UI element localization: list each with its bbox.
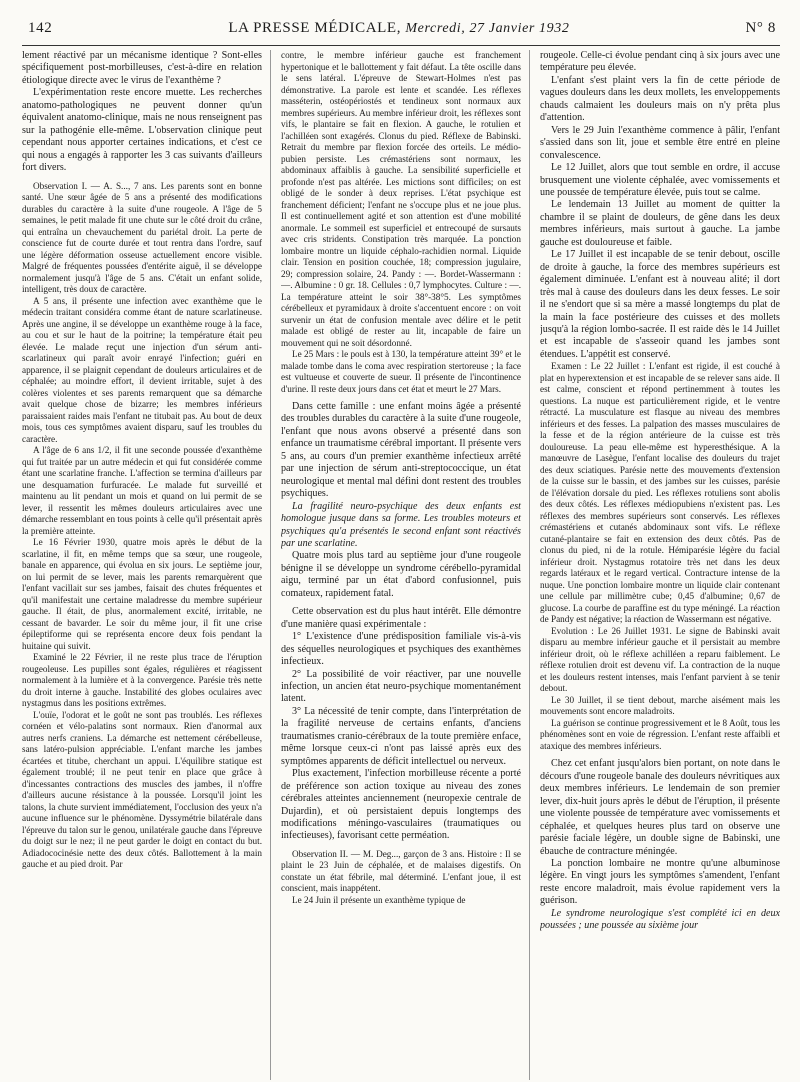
article-paragraph: Le lendemain 13 Juillet au moment de quitter la chambre il se plaint de douleurs, de gêne dans les deux membres inférieurs, mais surtout à gauche. La jambe gauche est douloureuse et faible. — [540, 199, 780, 248]
article-paragraph: A 5 ans, il présente une infection avec exanthème que le médecin traitant considéra comme étant de nature scarlatineuse. Après une angine, il se développe un exanthème rouge à la face, au cou et sur le haut de la poitrine; la température était peu élevée. Le malade reçut une injection d'un sérum anti-scarlatineux qui paraît avoir enrayé l'infection; guéri en apparence, il se plaignit cependant de douleurs articulaires et de céphalée; au moindre effort, il devient irritable, sujet à des colères violentes et ses parents remarquent que sa démarche avait quelque chose de bizarre; les membres inférieurs paraissaient raides mais l'enfant ne titubait pas. Au bout de deux mois, tous ces symptômes avaient disparu, sauf les troubles du caractère. — [22, 295, 262, 444]
article-paragraph: Le 12 Juillet, alors que tout semble en ordre, il accuse brusquement une violente céphalée, avec vomissements et une poussée de température élevée, puis tout se calme. — [540, 162, 780, 198]
article-paragraph: Le 25 Mars : le pouls est à 130, la température atteint 39° et le malade tombe dans le coma avec respiration stertoreuse ; la face est vultueuse et couverte de sueur. Il présente de l'incontinence d'urine. Il reste deux jours dans cet état et meurt le 27 Mars. — [281, 349, 521, 394]
article-paragraph: contre, le membre inférieur gauche est franchement hypertonique et le ballottement y fait défaut. La tête oscille dans le sens latéral. L'épreuve de Stewart-Holmes n'est pas démonstrative. La parole est lente et scandée. Les réflexes masséterin, ostéopériostés et tendineux sont normaux aux membres supérieurs. Au membre inférieur droit, les réflexes sont vifs, le plantaire se fait en flexion. A gauche, le rotulien et l'achilléen sont exagérés. Clonus du pied. Réflexe de Babinski. Retrait du membre par flexion forcée des orteils. Le médio-pubien persiste. Les crémastériens sont normaux, les abdominaux affaiblis à gauche. La sensibilité superficielle et profonde n'est pas altérée. Les mictions sont difficiles; on est obligé de le sonder à deux reprises. L'état psychique est franchement déficient; l'enfant ne s'occupe plus et ne joue plus. Il est continuellement agité et son attention est d'une mobilité anormale. Le sommeil est superficiel et entrecoupé de sursauts avec cris stridents. Constipation très marquée. La ponction lombaire montre un liquide céphalo-rachidien normal. Liquide clair. Tension en position couchée, 18; compression jugulaire, 29; compression solaire, 24. Pandy : —. Bordet-Wassermann : —. Albumine : 0 gr. 18. Cellules : 0,7 lymphocytes. Culture : —. La température atteint le soir 38°-38°5. Les symptômes cérébelleux et pyramidaux à droite s'accentuent encore : on voit survenir un état de confusion mentale avec délire et le petit malade est obligé de rester au lit, incapable de faire un mouvement qui ne soit désordonné. — [281, 50, 521, 348]
article-paragraph: Le 24 Juin il présente un exanthème typique de — [292, 894, 466, 905]
column-left — [22, 50, 271, 1080]
article-paragraph: Quatre mois plus tard au septième jour d'une rougeole bénigne il se développe un syndrome cérébello-pyramidal aigu, terminé par un état d'abord confusionnel, puis comateux, rapidement fatal. — [281, 550, 521, 599]
article-paragraph: Observation I. — A. S..., 7 ans. Les parents sont en bonne santé. Une sœur âgée de 5 ans a présenté des modifications durables du caractère à la suite d'une rougeole. A l'âge de 5 semaines, le petit malade fit une chute sur le côté droit du crâne, qui entraîna un chevauchement du pariétal droit. La perte de conscience fut de courte durée et tout rentra dans l'ordre, sauf une légère déformation osseuse actuellement encore visible. Malgré de fréquentes poussées d'entérite aiguë, il se développe normalement jusqu'à l'âge de 5 ans. C'était un enfant solide, intelligent, très doux de caractère. — [22, 180, 262, 295]
article-paragraph: L'expérimentation reste encore muette. Les recherches anatomo-pathologiques ne peuvent donner qu'un équivalent anatomo-clinique, mais ne nous renseignent pas sur la pathogénie elle-même. L'observation clinique peut cependant nous apporter certaines indications, et c'est ce qui nous a engagés à rapporter les 3 cas suivants d'ailleurs fort divers. — [22, 87, 262, 174]
article-paragraph: Vers le 29 Juin l'exanthème commence à pâlir, l'enfant s'assied dans son lit, joue et semble être entré en pleine convalescence. — [540, 124, 780, 161]
article-paragraph: Evolution : Le 26 Juillet 1931. Le signe de Babinski avait disparu au membre inférieur gauche et il persistait au membre inférieur droit, où le réflexe achilléen a reparu faiblement. Le réflexe rotulien droit est devenu vif. La contraction de la nuque et les douleurs restent intenses, mais l'enfant parvient à se tenir debout. — [540, 625, 780, 694]
column-middle — [281, 50, 530, 1080]
article-paragraph: La fragilité neuro-psychique des deux enfants est homologue jusque dans sa forme. Les troubles moteurs et psychiques qu'a présentés le second enfant sont réactivés par une scarlatine. — [281, 500, 521, 549]
article-paragraph: rougeole. Celle-ci évolue pendant cinq à six jours avec une température peu élevée. — [540, 50, 780, 74]
article-paragraph: 2° La possibilité de voir réactiver, par une nouvelle infection, un ancien état neuro-psychique momentanément latent. — [281, 668, 521, 705]
article-paragraph: La ponction lombaire ne montre qu'une albuminose légère. En vingt jours les symptômes s'amendent, l'enfant reste encore maladroit, mais évolue rapidement vers la guérison. — [540, 857, 780, 907]
article-paragraph: Examiné le 22 Février, il ne reste plus trace de l'éruption rougeoleuse. Les pupilles sont égales, régulières et réagissent normalement à la lumière et à la convergence. Parésie très nette du droit interne à gauche. Instabilité des globes oculaires avec nystagmus dans les positions extrêmes. — [22, 652, 262, 709]
article-columns — [22, 50, 780, 1080]
article-paragraph: Le syndrome neurologique s'est complété ici en deux poussées ; une poussée au sixième jour — [540, 907, 780, 932]
column-right — [540, 50, 780, 1080]
journal-name: LA PRESSE MÉDICALE, — [228, 20, 402, 36]
journal-title — [228, 20, 569, 37]
article-paragraph: Le 30 Juillet, il se tient debout, marche aisément mais les mouvements sont encore maladroits. — [540, 694, 780, 717]
article-paragraph: Le 16 Février 1930, quatre mois après le début de la scarlatine, il fit, en même temps que sa sœur, une rougeole, banale en apparence, qui évolua en six jours. Le septième jour, on lui permit de se lever, mais les parents remarquèrent que l'enfant vacillait sur ses jambes, faisait des chutes fréquentes et qu'il manifestait une certaine maladresse du membre supérieur gauche. Il était, de plus, anormalement excité, irritable, ne cessant de bavarder. Le soir du même jour, il fit une crise épileptiforme qui se représenta encore deux fois pendant la huitaine qui suivit. — [22, 537, 262, 651]
article-paragraph: 3° La nécessité de tenir compte, dans l'interprétation de la fragilité nerveuse de certains enfants, d'anciens traumatismes cranio-cérébraux de la toute première enface, même lorsque ceux-ci n'ont pas laissé après eux des symptômes apparents de déficit intellectuel ou nerveux. — [281, 705, 521, 767]
article-paragraph: A l'âge de 6 ans 1/2, il fit une seconde poussée d'exanthème qui fut traitée par un autre médecin et qui fut considérée comme étant une scarlatine franche. L'affection se termina d'ailleurs par une desquamation furfuracée. Le malade fut surveillé et maintenu au lit pendant un mois et quand on lui permit de se lever, il ressentit les mêmes douleurs articulaires avec une démarche ressemblant en tous points à celle qu'il présentait après la première atteinte. — [22, 445, 262, 536]
article-paragraph: La guérison se continue progressivement et le 8 Août, tous les phénomènes sont en voie de régression. L'enfant reste affaibli et ataxique des membres inférieurs. — [540, 717, 780, 751]
article-paragraph: Observation II. — M. Deg..., garçon de 3 ans. Histoire : Il se plaint le 23 Juin de céphalée, et de malaises digestifs. On constate un état fébrile, mal déterminé. L'enfant joue, il est conscient, mais inappétent. — [281, 848, 521, 894]
article-paragraph: 1° L'existence d'une prédisposition familiale vis-à-vis des séquelles neurologiques et psychiques des exanthèmes infectieux. — [281, 631, 521, 668]
article-paragraph: Cette observation est du plus haut intérêt. Elle démontre d'une manière quasi expérimentale : — [281, 606, 521, 630]
article-paragraph: Chez cet enfant jusqu'alors bien portant, on note dans le décours d'une rougeole banale des douleurs névritiques aux deux membres inférieurs. Le lendemain de son premier lever, dix-huit jours après le début de l'éruption, il présente une violente poussée de température avec vomissements et céphalée, et quelques heures plus tard on observe une parésie faciale légère, un double signe de Babinski, une ébauche de contracture méningée. — [540, 758, 780, 857]
article-paragraph: Plus exactement, l'infection morbilleuse récente a porté de préférence son action toxique au niveau des zones cérébrales atteintes anciennement (neuropexie centrale de Dujardin), et où persistaient depuis longtemps des modifications méningo-vasculaires (traumatiques ou infectieuses), favorisant cette perméation. — [281, 768, 521, 842]
issue-date: Mercredi, 27 Janvier 1932 — [405, 21, 570, 36]
article-paragraph: Dans cette famille : une enfant moins âgée a présenté des troubles durables du caractère à la suite d'une rougeole, l'enfant que nous avons observé a présenté dans son enfance un traumatisme cérébral important. Il présente vers 5 ans, au cours d'un premier exanthème infectieux arrêté par une injection de sérum anti-streptococcique, un état neurologique et mental mal défini dont restent des troubles psychiques. — [281, 401, 521, 500]
page-number: 142 — [28, 20, 53, 36]
page-header — [22, 20, 780, 46]
issue-number: N° 8 — [745, 20, 776, 36]
article-paragraph: lement réactivé par un mécanisme identique ? Sont-elles spécifiquement post-morbilleuses, c'est-à-dire en relation étiologique directe avec le virus de l'exanthème ? — [22, 50, 262, 86]
article-paragraph: Examen : Le 22 Juillet : L'enfant est rigide, il est couché à plat en hyperextension et est incapable de se relever sans aide. Il est calme, conscient et répond pertinemment à toutes les questions. La nuque est particulièrement rigide, et le ventre rétracté. La musculature est flasque au niveau des membres inférieurs et des fesses. La palpation des masses musculaires de la fesse et de la région antérieure de la cuisse est très douloureuse. La peau elle-même est hyperesthésique. A la manœuvre de Lasègue, l'enfant localise des douleurs du trajet des deux sciatiques. Parésie nette des mouvements d'extension de la cuisse sur le bassin, et des jambes sur les cuisses, parésie de l'élévation dorsale du pied. Les réflexes rotuliens sont abolis des deux côtés. Les réflexes médiopubiens n'existent pas. Les réflexes des membres supérieurs sont conservés. Les réflexes crémastériens et cutanés abdominaux sont vifs. Le réflexe cutané-plantaire se fait en extension des deux côtés. Pas de clonus du pied, ni de la rotule. Hémiparésie légère du facial inférieur droit. Nystagmus rotatoire très net dans les deux regards latéraux et le regard vertical. Contracture intense de la nuque. Une ponction lombaire montre un liquide clair contenant une cellule par millimètre cube; 0,45 d'albumine; 0,67 de glucose. La courbe de paraffine est du type méningé. La réaction de Pandy est négative; la réaction de Wassermann est négative. — [540, 361, 780, 625]
article-paragraph: L'ouïe, l'odorat et le goût ne sont pas troublés. Les réflexes cornéen et vélo-palatins sont normaux. Rien d'anormal aux autres nerfs craniens. La démarche est nettement cérébelleuse, sans latéro-pulsion appréciable. L'enfant marche les jambes écartées et titube, cherchant un appui. L'équilibre statique est également troublé; il ne peut tenir en place que grâce à d'incessantes contractions des muscles des jambes, il n'offre d'ailleurs aucune résistance à la poussée. Lorsqu'il joint les talons, la chute survient immédiatement, l'occlusion des yeux n'a aucune influence sur le phénomène. Dyssymétrie bilatérale dans l'épreuve du talon sur le genou, unilatérale gauche dans l'épreuve du doigt sur le nez; il ne peut garder le doigt en contact du but. Adiadococinésie nette des deux côtés. Ballottement à la main gauche et au pied droit. Par — [22, 709, 262, 870]
article-paragraph: L'enfant s'est plaint vers la fin de cette période de vagues douleurs dans les deux mollets, les enveloppements chauds calmaient les douleurs mais on n'y prêta plus d'attention. — [540, 74, 780, 124]
article-paragraph: Le 17 Juillet il est incapable de se tenir debout, oscille de droite à gauche, la force des membres supérieurs est également diminuée. L'enfant est à nouveau alité; il dort très mal à cause des douleurs dans les deux fesses. Le soir il ne s'endort que si sa mère a massé longtemps du plat de la main la face postérieure des cuisses et des mollets jusqu'à la région lombo-sacrée. Il est raide dès le 14 Juillet et est incapable de s'asseoir quand les jambes sont étendues. L'appétit est conservé. — [540, 249, 780, 360]
